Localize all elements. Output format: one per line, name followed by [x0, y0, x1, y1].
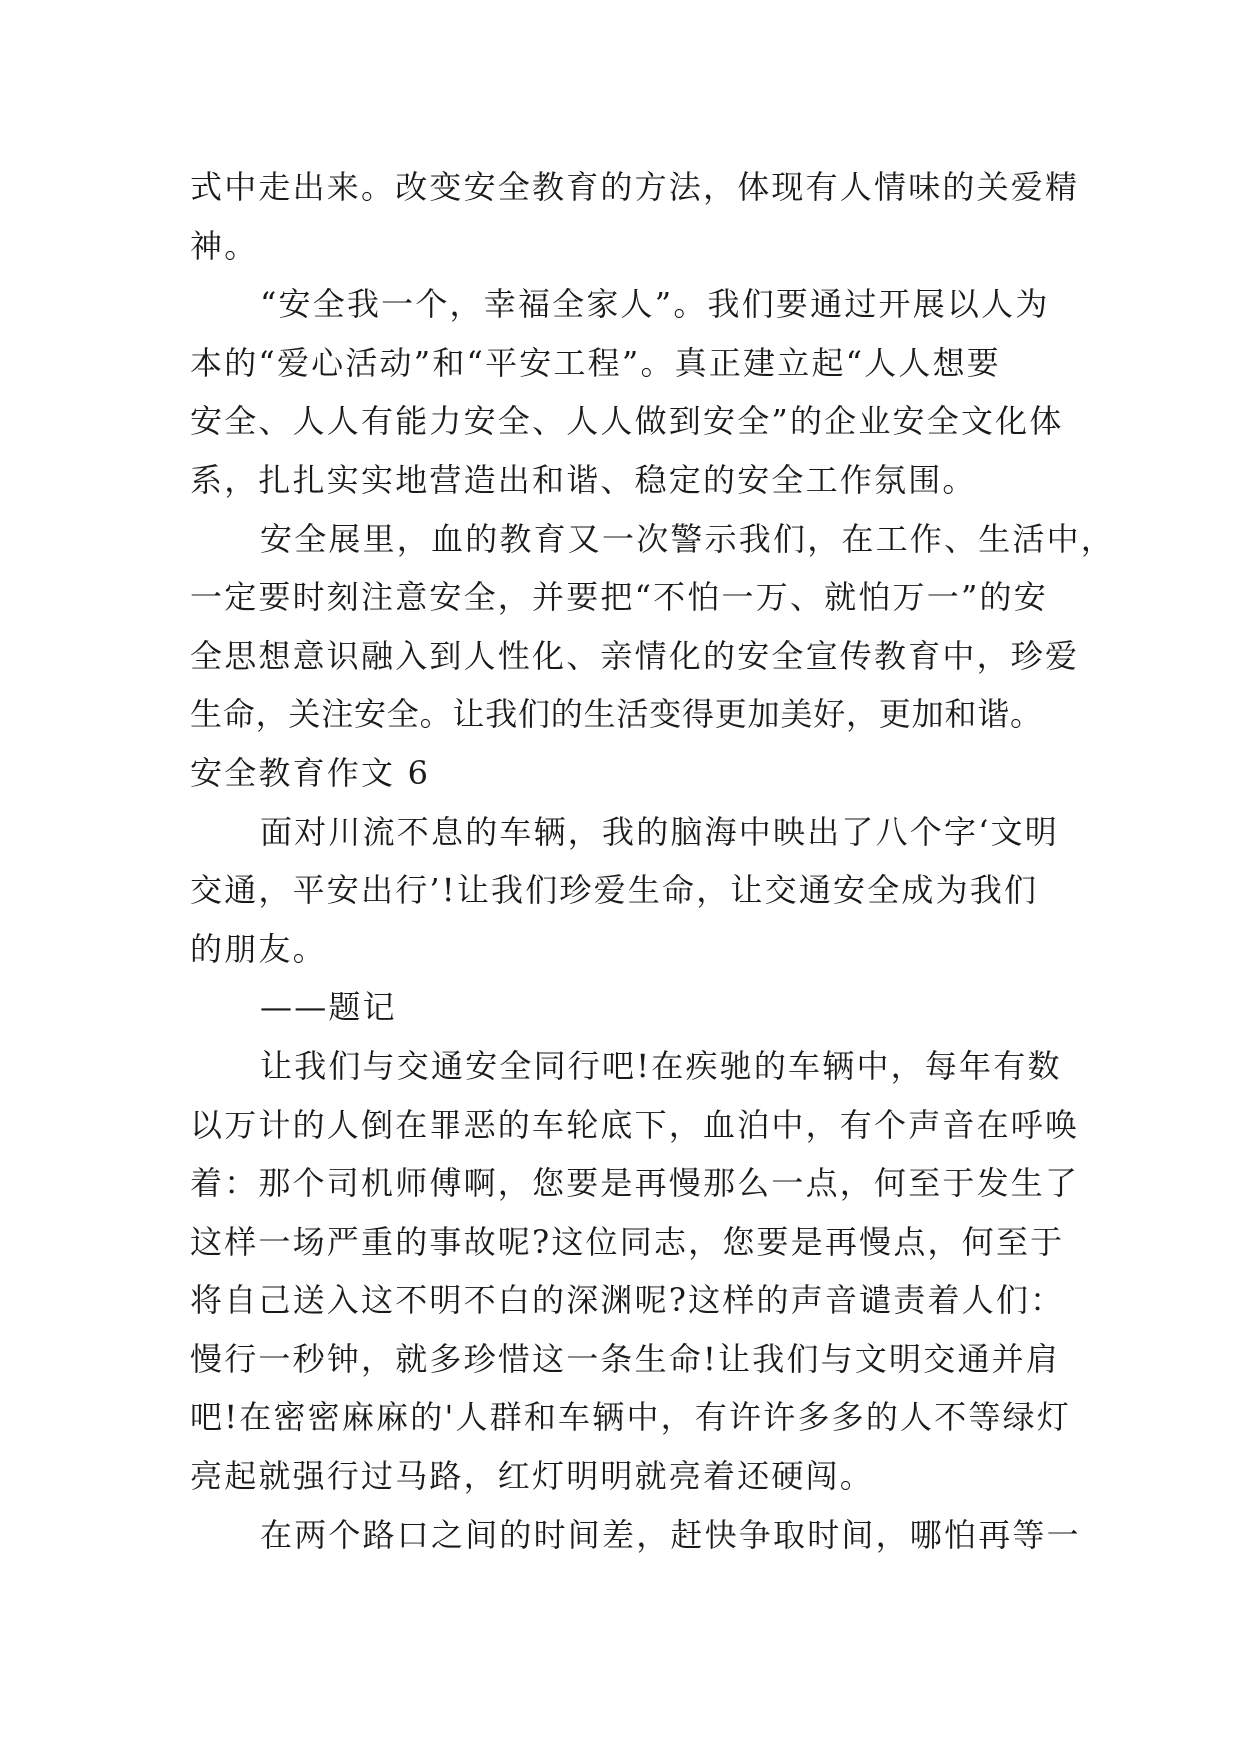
- text-line: 全思想意识融入到人性化、亲情化的安全宣传教育中，珍爱: [190, 636, 1080, 675]
- text-line: 以万计的人倒在罪恶的车轮底下，血泊中，有个声音在呼唤: [190, 1105, 1080, 1144]
- document-body: [190, 158, 1116, 1564]
- text-line: 本的“爱心活动”和“平安工程”。真正建立起“人人想要: [190, 343, 1001, 382]
- text-line: 吧!在密密麻麻的'人群和车辆中，有许许多多的人不等绿灯: [190, 1398, 1072, 1437]
- text-line: 亮起就强行过马路，红灯明明就亮着还硬闯。: [190, 1457, 875, 1496]
- text-line: 交通，平安出行’!让我们珍爱生命，让交通安全成为我们: [190, 871, 1039, 910]
- text-line: 将自己送入这不明不白的深渊呢?这样的声音谴责着人们：: [190, 1281, 1065, 1320]
- text-line: 慢行一秒钟，就多珍惜这一条生命!让我们与文明交通并肩: [190, 1339, 1061, 1378]
- epigraph-attribution: ——题记: [260, 988, 397, 1027]
- text-line: 生命，关注安全。让我们的生活变得更加美好，更加和谐。: [190, 695, 1043, 734]
- text-line: 的朋友。: [190, 929, 327, 968]
- text-line: 式中走出来。改变安全教育的方法，体现有人情味的关爱精: [190, 168, 1080, 206]
- text-line: 系，扎扎实实地营造出和谐、稳定的安全工作氛围。: [190, 460, 977, 499]
- text-line: 这样一场严重的事故呢?这位同志，您要是再慢点，何至于: [190, 1222, 1065, 1261]
- text-line: “安全我一个，幸福全家人”。我们要通过开展以人为: [260, 285, 1050, 324]
- section-heading: 安全教育作文 6: [190, 753, 431, 792]
- text-line: 面对川流不息的车辆，我的脑海中映出了八个字‘文明: [260, 812, 1059, 851]
- text-line: 神。: [190, 226, 259, 265]
- text-line: 让我们与交通安全同行吧!在疾驰的车辆中，每年有数: [260, 1046, 1062, 1085]
- text-line: 安全、人人有能力安全、人人做到安全”的企业安全文化体: [190, 402, 1064, 441]
- text-line: 着：那个司机师傅啊，您要是再慢那么一点，何至于发生了: [190, 1164, 1080, 1203]
- text-line: 安全展里，血的教育又一次警示我们，在工作、生活中，: [260, 519, 1116, 558]
- text-line: 在两个路口之间的时间差，赶快争取时间，哪怕再等一: [260, 1515, 1081, 1554]
- text-line: 一定要时刻注意安全，并要把“不怕一万、就怕万一”的安: [190, 578, 1048, 617]
